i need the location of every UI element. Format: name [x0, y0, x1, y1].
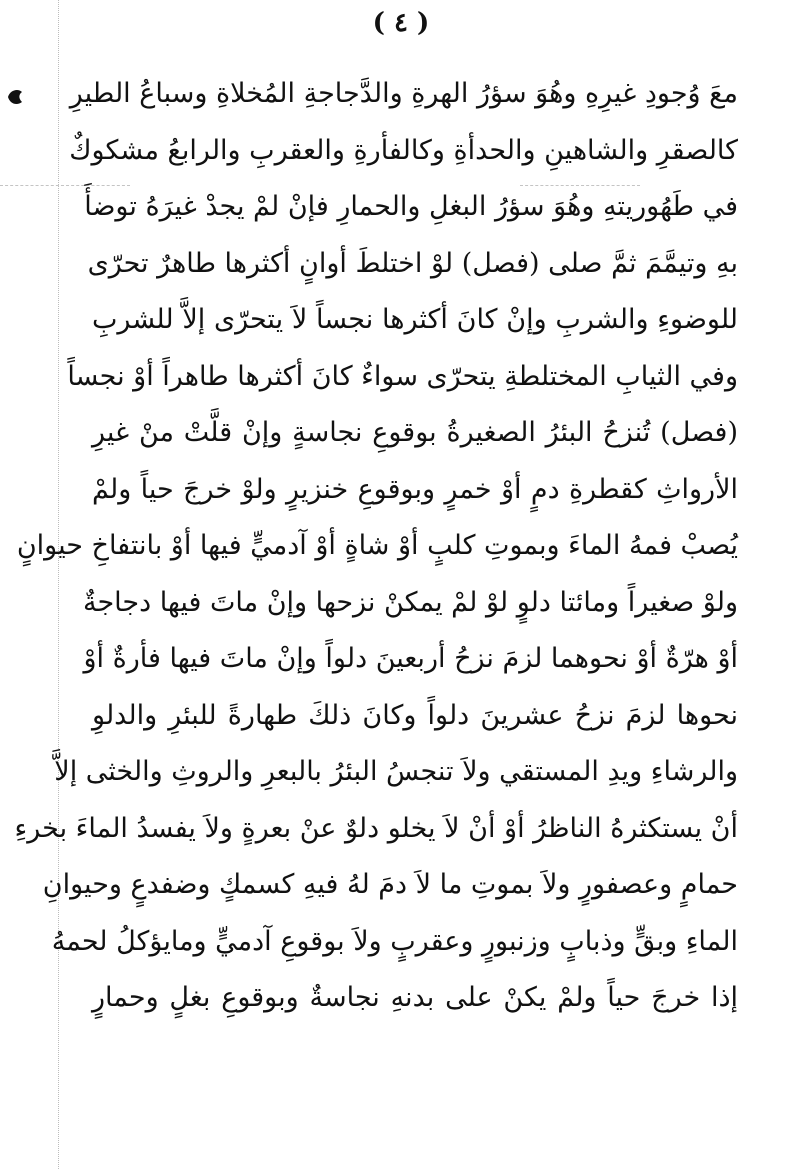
text-line: الأرواثِ كقطرةِ دمٍ أوْ خمرٍ وبوقوعِ خنزيرٍ ولوْ خرجَ حياً ولمْ: [92, 473, 738, 505]
body-text: [14, 66, 738, 1027]
text-line: نحوها لزمَ نزحُ عشرينَ دلواً وكانَ ذلكَ طهارةً للبئرِ والدلوِ: [92, 699, 738, 731]
text-line: للوضوءِ والشربِ وإنْ كانَ أكثرها نجساً لاَ يتحرّى إلاَّ للشربِ: [92, 304, 738, 335]
text-line: أنْ يستكثرهُ الناظرُ أوْ أنْ لاَ يخلو دلوٌ عنْ بعرةٍ ولاَ يفسدُ الماءَ بخرءِ: [14, 812, 738, 844]
text-line: كالصقرِ والشاهينِ والحدأةِ وكالفأرةِ والعقربِ والرابعُ مشكوكٌ: [69, 134, 738, 166]
text-line: إذا خرجَ حياً ولمْ يكنْ على بدنهِ نجاسةٌ وبوقوعِ بغلٍ وحمارٍ: [92, 982, 738, 1013]
text-line: (فصل) تُنزحُ البئرُ الصغيرةُ بوقوعِ نجاسةٍ وإنْ قلَّتْ منْ غيرِ: [92, 417, 738, 448]
text-line: أوْ هرّةٌ أوْ نحوهما لزمَ نزحُ أربعينَ دلواً وإنْ ماتَ فيها فأرةٌ أوْ: [83, 643, 738, 674]
text-line: الماءِ وبقٍّ وذبابٍ وزنبورٍ وعقربٍ ولاَ بوقوعِ آدميٍّ ومايؤكلُ لحمهُ: [51, 925, 738, 957]
scan-edge-dots: [58, 0, 61, 1169]
text-line: في طَهُوريتهِ وهُوَ سؤرُ البغلِ والحمارِ فإنْ لمْ يجدْ غيرَهُ توضأَ: [84, 191, 738, 222]
text-line: يُصبْ فمهُ الماءَ وبموتِ كلبٍ أوْ شاةٍ أوْ آدميٍّ فيها أوْ بانتفاخِ حيوانٍ: [16, 530, 738, 561]
text-line: ولوْ صغيراً ومائتا دلوٍ لوْ لمْ يمكنْ نزحها وإنْ ماتَ فيها دجاجةٌ: [83, 586, 738, 618]
margin-mark-icon: [6, 86, 24, 108]
text-line: والرشاءِ ويدِ المستقي ولاَ تنجسُ البئرُ بالبعرِ والروثِ والخثى إلاَّ: [54, 756, 738, 787]
page-number: ( ٤ ): [372, 8, 430, 38]
text-line: حمامٍ وعصفورٍ ولاَ بموتِ ما لاَ دمَ لهُ فيهِ كسمكٍ وضفدعٍ وحيوانِ: [42, 869, 738, 900]
text-line: معَ وُجودِ غيرِهِ وهُوَ سؤرُ الهرةِ والدَّجاجةِ المُخلاةِ وسباعُ الطيرِ: [69, 78, 738, 109]
text-line: وفي الثيابِ المختلطةِ يتحرّى سواءٌ كانَ أكثرها طاهراً أوْ نجساً: [67, 360, 738, 392]
text-line: بهِ وتيمَّمَ ثمَّ صلى (فصل) لوْ اختلطَ أوانٍ أكثرها طاهرٌ تحرّى: [87, 247, 738, 279]
